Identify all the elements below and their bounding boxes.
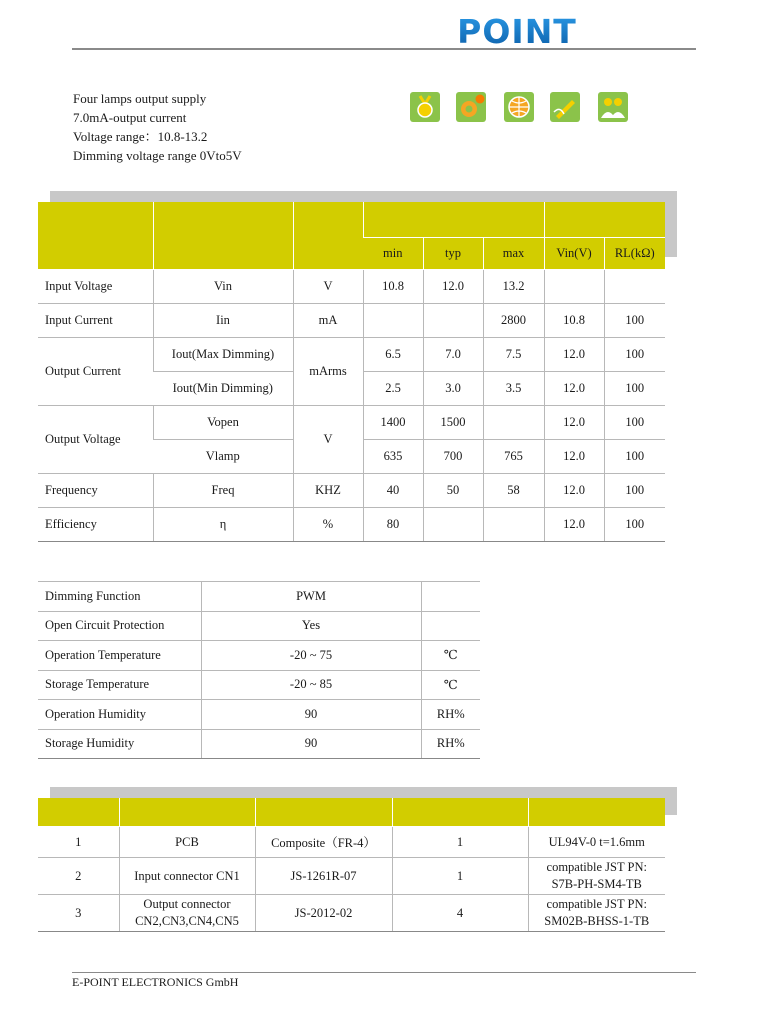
feature-name: Operation Temperature <box>38 641 201 671</box>
header-cell <box>38 202 153 270</box>
symbol-cell: Vlamp <box>153 440 293 474</box>
symbol-cell: Vopen <box>153 406 293 440</box>
symbol-cell: Iout(Min Dimming) <box>153 372 293 406</box>
unit-cell: KHZ <box>293 474 363 508</box>
vin-cell: 12.0 <box>544 508 604 542</box>
vin-cell: 12.0 <box>544 474 604 508</box>
part-model: Composite（FR-4） <box>255 827 392 858</box>
header-cell <box>363 202 544 238</box>
min-cell: 2.5 <box>363 372 423 406</box>
header-cell <box>255 798 392 827</box>
table-row <box>38 508 665 542</box>
header-cell <box>293 202 363 270</box>
summary-line: Voltage range：10.8-13.2 <box>73 129 208 144</box>
part-qty: 1 <box>392 827 528 858</box>
max-cell: 765 <box>483 440 544 474</box>
feature-unit: RH% <box>421 729 480 759</box>
part-no: 2 <box>38 858 119 895</box>
product-summary <box>73 89 242 165</box>
vin-cell: 10.8 <box>544 304 604 338</box>
remark-line: compatible JST PN: <box>546 897 647 911</box>
typ-cell: 50 <box>423 474 483 508</box>
feature-name: Open Circuit Protection <box>38 611 201 641</box>
part-qty: 4 <box>392 895 528 932</box>
rl-cell: 100 <box>604 508 665 542</box>
table-row <box>38 858 665 895</box>
vin-cell: 12.0 <box>544 338 604 372</box>
typ-cell: 700 <box>423 440 483 474</box>
feature-unit: RH% <box>421 700 480 730</box>
typ-cell: 12.0 <box>423 270 483 304</box>
header-typ: typ <box>423 238 483 270</box>
header-cell <box>38 798 119 827</box>
min-cell: 1400 <box>363 406 423 440</box>
remark-line: SM02B-BHSS-1-TB <box>544 914 650 928</box>
header-cell <box>153 202 293 270</box>
feature-unit <box>421 611 480 641</box>
part-qty: 1 <box>392 858 528 895</box>
part-remark <box>528 858 665 895</box>
rl-cell: 100 <box>604 304 665 338</box>
max-cell: 7.5 <box>483 338 544 372</box>
symbol-cell: Vin <box>153 270 293 304</box>
min-cell: 635 <box>363 440 423 474</box>
table-row <box>38 729 480 759</box>
min-cell: 40 <box>363 474 423 508</box>
param-label: Output Voltage <box>38 406 153 474</box>
header-min: min <box>363 238 423 270</box>
header-rl: RL(kΩ) <box>604 238 665 270</box>
features-table <box>38 581 480 759</box>
summary-line: Four lamps output supply <box>73 91 207 106</box>
table-row <box>38 304 665 338</box>
feature-name: Storage Humidity <box>38 729 201 759</box>
table-row <box>38 611 480 641</box>
pencil-icon <box>550 92 580 122</box>
part-remark <box>528 895 665 932</box>
vin-cell: 12.0 <box>544 372 604 406</box>
vin-cell: 12.0 <box>544 440 604 474</box>
medal-icon <box>410 92 440 122</box>
typ-cell: 7.0 <box>423 338 483 372</box>
rl-cell: 100 <box>604 406 665 440</box>
item-line: CN2,CN3,CN4,CN5 <box>135 914 239 928</box>
feature-value: PWM <box>201 582 421 612</box>
symbol-cell: Iout(Max Dimming) <box>153 338 293 372</box>
part-no: 1 <box>38 827 119 858</box>
max-cell: 2800 <box>483 304 544 338</box>
remark-line: S7B-PH-SM4-TB <box>551 877 642 891</box>
rl-cell: 100 <box>604 474 665 508</box>
vin-cell: 12.0 <box>544 406 604 440</box>
header-cell <box>528 798 665 827</box>
table-row <box>38 582 480 612</box>
typ-cell <box>423 508 483 542</box>
max-cell: 3.5 <box>483 372 544 406</box>
part-remark: UL94V-0 t=1.6mm <box>528 827 665 858</box>
rl-cell: 100 <box>604 372 665 406</box>
feature-value: 90 <box>201 700 421 730</box>
typ-cell <box>423 304 483 338</box>
feature-value: 90 <box>201 729 421 759</box>
part-model: JS-2012-02 <box>255 895 392 932</box>
part-model: JS-1261R-07 <box>255 858 392 895</box>
table-row <box>38 641 480 671</box>
typ-cell: 1500 <box>423 406 483 440</box>
max-cell <box>483 508 544 542</box>
symbol-cell: Freq <box>153 474 293 508</box>
min-cell: 6.5 <box>363 338 423 372</box>
footer-rule <box>72 972 696 973</box>
electrical-spec-table <box>38 202 665 542</box>
feature-name: Operation Humidity <box>38 700 201 730</box>
feature-value: -20 ~ 85 <box>201 670 421 700</box>
table-row <box>38 827 665 858</box>
summary-line: Dimming voltage range 0Vto5V <box>73 148 242 163</box>
unit-cell: % <box>293 508 363 542</box>
unit-cell: mArms <box>293 338 363 406</box>
feature-value: -20 ~ 75 <box>201 641 421 671</box>
rl-cell: 100 <box>604 440 665 474</box>
table-row <box>38 670 480 700</box>
table-row <box>38 338 665 372</box>
gear-icon <box>456 92 486 122</box>
max-cell: 58 <box>483 474 544 508</box>
part-item <box>119 895 255 932</box>
table-row <box>38 700 480 730</box>
feature-unit <box>421 582 480 612</box>
min-cell <box>363 304 423 338</box>
param-label: Frequency <box>38 474 153 508</box>
symbol-cell: η <box>153 508 293 542</box>
company-logo <box>444 14 590 48</box>
header-cell <box>119 798 255 827</box>
globe-icon <box>504 92 534 122</box>
header-cell <box>544 202 665 238</box>
part-item: Input connector CN1 <box>119 858 255 895</box>
max-cell <box>483 406 544 440</box>
unit-cell: V <box>293 270 363 304</box>
min-cell: 80 <box>363 508 423 542</box>
param-label: Input Voltage <box>38 270 153 304</box>
summary-line: 7.0mA-output current <box>73 110 187 125</box>
unit-cell: V <box>293 406 363 474</box>
param-label: Input Current <box>38 304 153 338</box>
rl-cell <box>604 270 665 304</box>
table-row <box>38 895 665 932</box>
table-row <box>38 474 665 508</box>
max-cell: 13.2 <box>483 270 544 304</box>
feature-value: Yes <box>201 611 421 641</box>
header-vin: Vin(V) <box>544 238 604 270</box>
header-max: max <box>483 238 544 270</box>
feature-name: Storage Temperature <box>38 670 201 700</box>
param-label: Output Current <box>38 338 153 406</box>
header-rule <box>72 48 696 50</box>
typ-cell: 3.0 <box>423 372 483 406</box>
footer-company: E-POINT ELECTRONICS GmbH <box>72 975 239 989</box>
part-no: 3 <box>38 895 119 932</box>
table-row <box>38 270 665 304</box>
feature-unit: ℃ <box>421 670 480 700</box>
feature-name: Dimming Function <box>38 582 201 612</box>
remark-line: compatible JST PN: <box>546 860 647 874</box>
header-cell <box>392 798 528 827</box>
people-icon <box>598 92 628 122</box>
vin-cell <box>544 270 604 304</box>
logo-text: POINT <box>457 14 577 48</box>
min-cell: 10.8 <box>363 270 423 304</box>
part-item: PCB <box>119 827 255 858</box>
rl-cell: 100 <box>604 338 665 372</box>
feature-unit: ℃ <box>421 641 480 671</box>
item-line: Output connector <box>143 897 231 911</box>
unit-cell: mA <box>293 304 363 338</box>
table-row <box>38 406 665 440</box>
parts-table <box>38 798 665 932</box>
param-label: Efficiency <box>38 508 153 542</box>
symbol-cell: Iin <box>153 304 293 338</box>
